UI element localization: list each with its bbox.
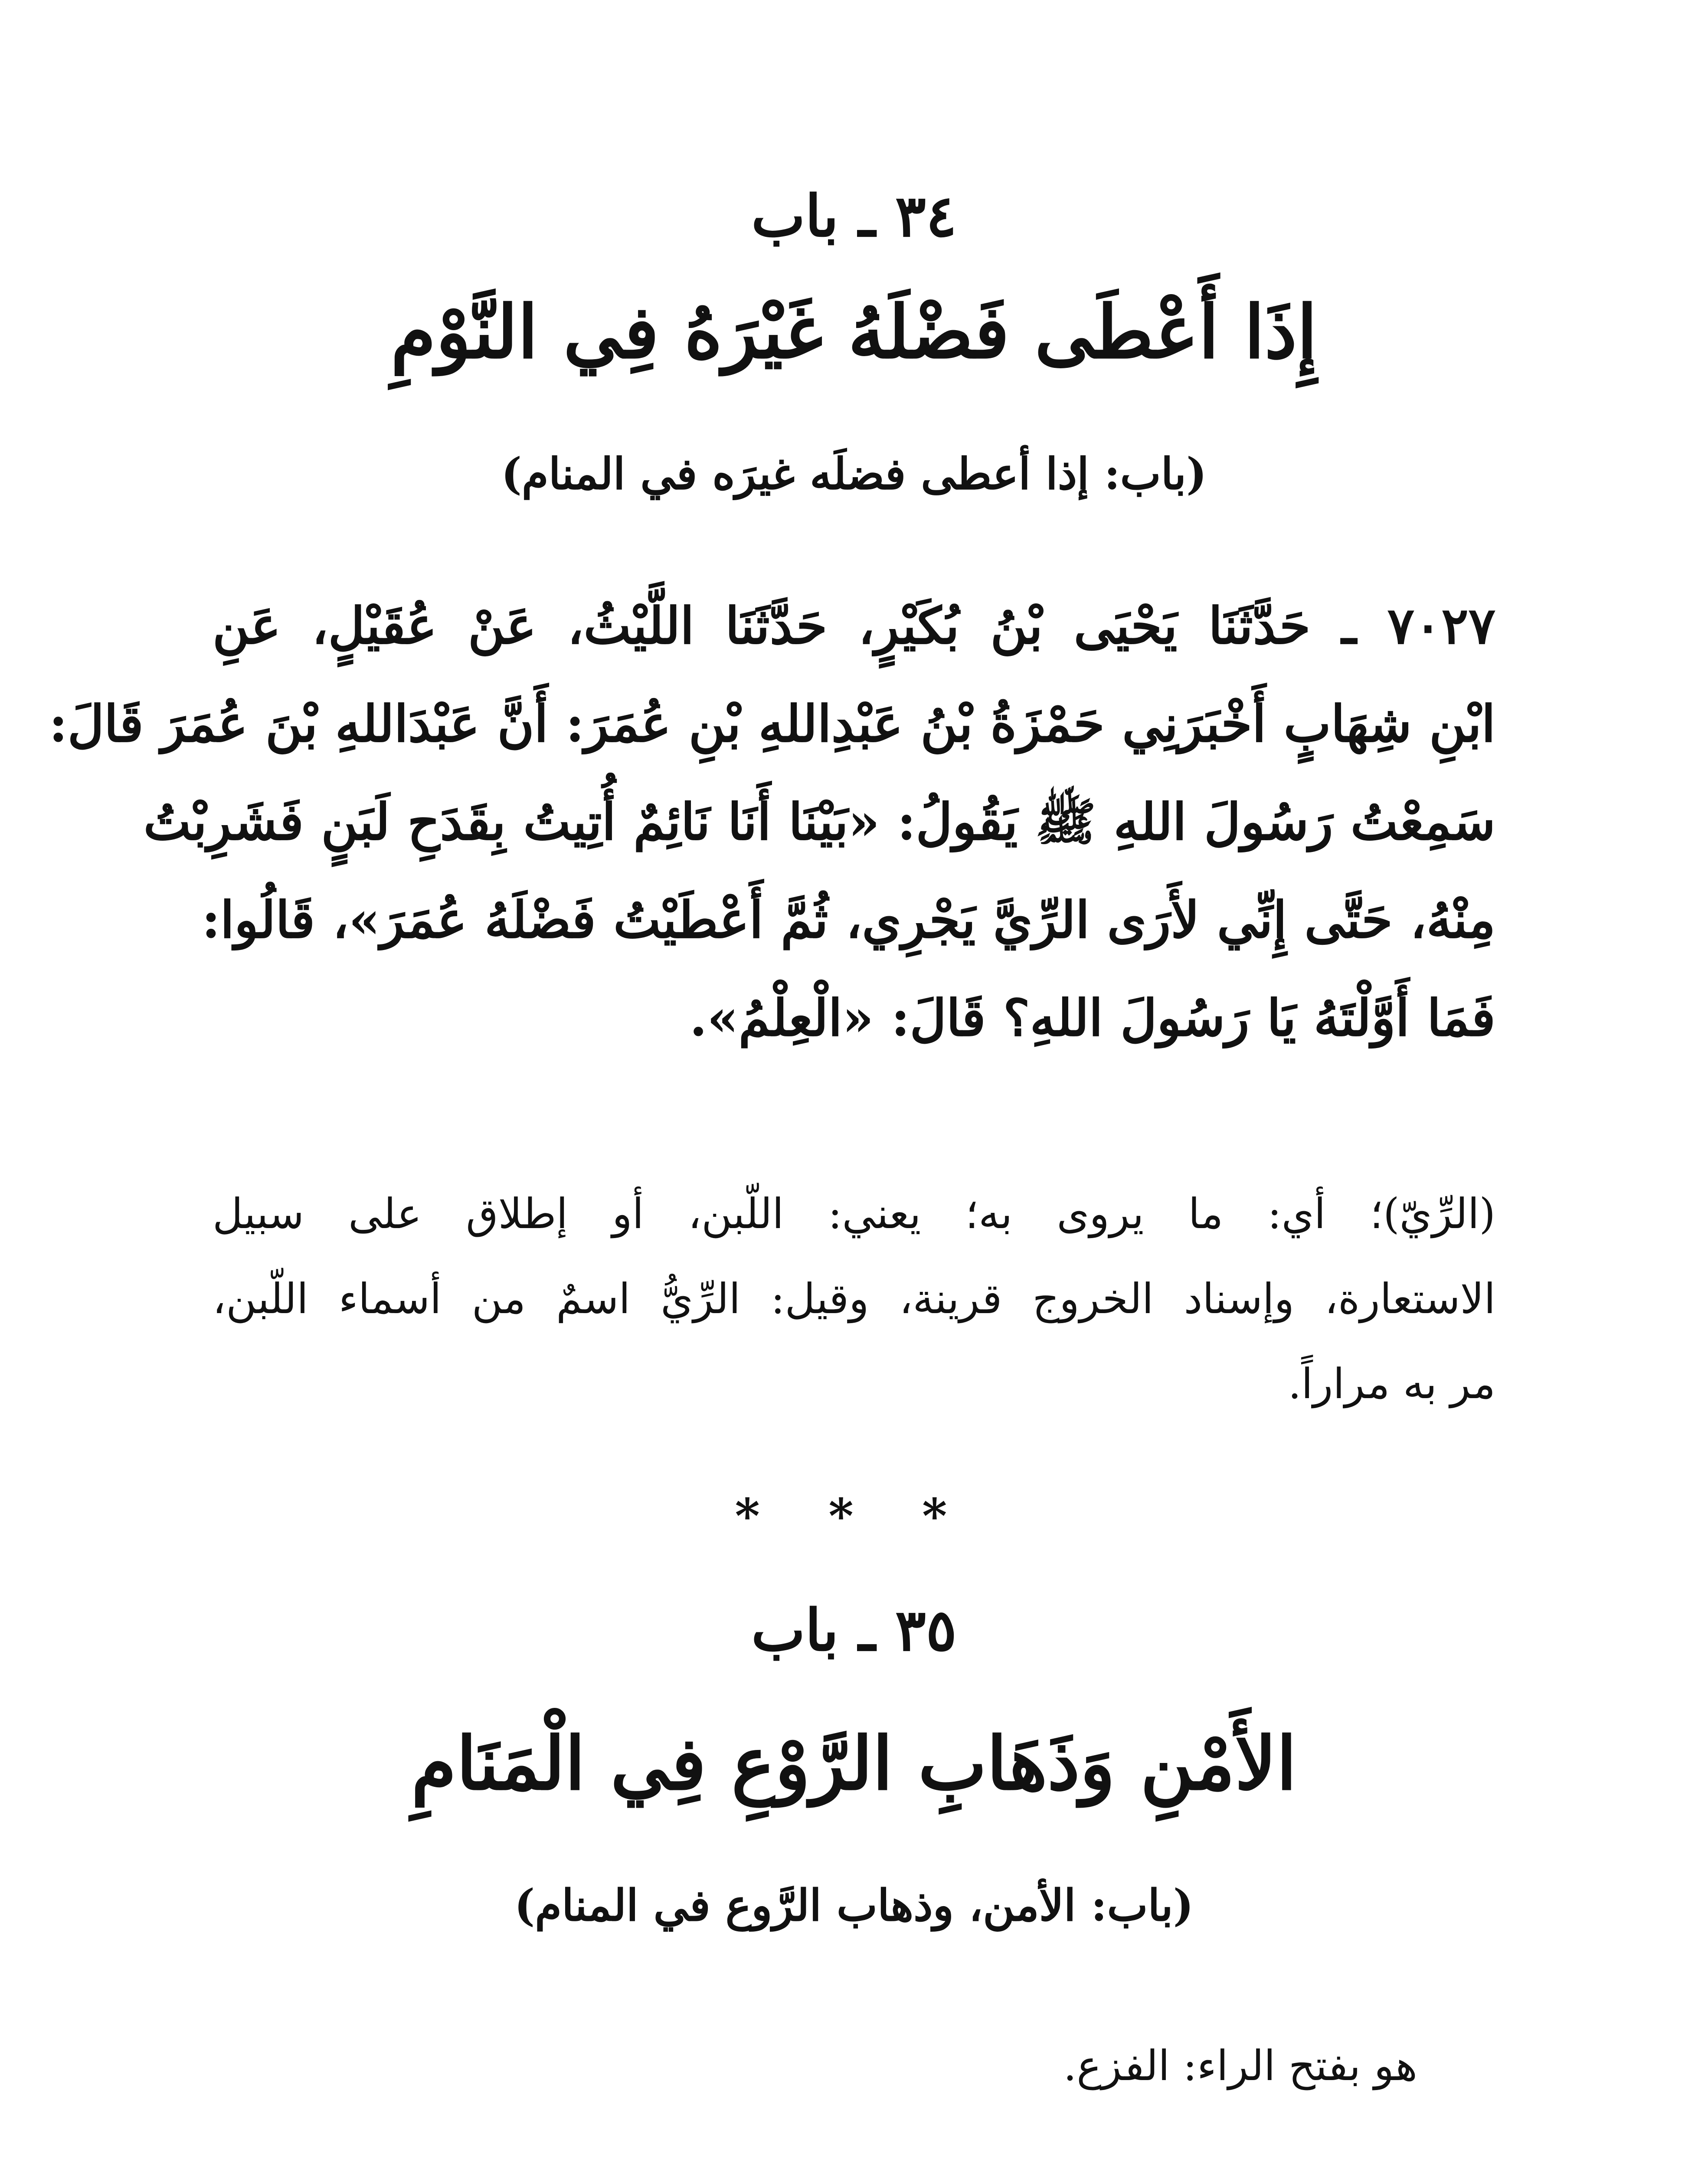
text-column: [49, 0, 1495, 2169]
hadith-line: مِنْهُ، حَتَّى إِنِّي لأَرَى الرِّيَّ يَجْرِي، ثُمَّ أَعْطَيْتُ فَضْلَهُ عُمَرَ»، قَالُوا:: [202, 891, 1495, 950]
section-separator: * * *: [735, 1488, 973, 1544]
chapter-35-number: ٣٥ ـ باب: [751, 1597, 957, 1664]
chapter-35-subtitle: (باب: الأمن، وذهاب الرَّوع في المنام): [514, 1880, 1194, 1931]
hadith-line: فَمَا أَوَّلْتَهُ يَا رَسُولَ اللهِ؟ قَالَ: «الْعِلْمُ».: [689, 989, 1495, 1048]
commentary-line: (الرِّيّ)؛ أي: ما يروى به؛ يعني: اللّبن، أو إطلاق على سبيل: [213, 1189, 1495, 1238]
short-note: هو بفتح الراء: الفزع.: [1063, 2041, 1417, 2090]
commentary: [213, 1171, 1495, 1426]
chapter-34-number: ٣٤ ـ باب: [751, 183, 957, 250]
hadith-line: ٧٠٢٧ ـ حَدَّثَنَا يَحْيَى بْنُ بُكَيْرٍ، حَدَّثَنَا اللَّيْثُ، عَنْ عُقَيْلٍ، عَنِ: [213, 596, 1495, 655]
hadith-line: سَمِعْتُ رَسُولَ اللهِ ﷺ يَقُولُ: «بَيْنَا أَنَا نَائِمٌ أُتِيتُ بِقَدَحِ لَبَنٍ فَشَرِبْتُ: [143, 793, 1495, 852]
chapter-34-subtitle: (باب: إذا أعطى فضلَه غيرَه في المنام): [501, 448, 1207, 499]
commentary-line: الاستعارة، وإسناد الخروج قرينة، وقيل: الرِّيُّ اسمٌ من أسماء اللّبن،: [213, 1275, 1495, 1323]
chapter-35-title: الأَمْنِ وَذَهَابِ الرَّوْعِ فِي الْمَنَامِ: [411, 1720, 1297, 1806]
commentary-line: مر به مراراً.: [1288, 1360, 1495, 1408]
hadith-line: ابْنِ شِهَابٍ أَخْبَرَنِي حَمْزَةُ بْنُ عَبْدِاللهِ بْنِ عُمَرَ: أَنَّ عَبْدَاللهِ بْنَ عُمَرَ قَالَ:: [49, 695, 1495, 754]
hadith-7027: [49, 577, 1495, 1067]
chapter-34-title: إِذَا أَعْطَى فَضْلَهُ غَيْرَهُ فِي النَّوْمِ: [390, 289, 1317, 375]
